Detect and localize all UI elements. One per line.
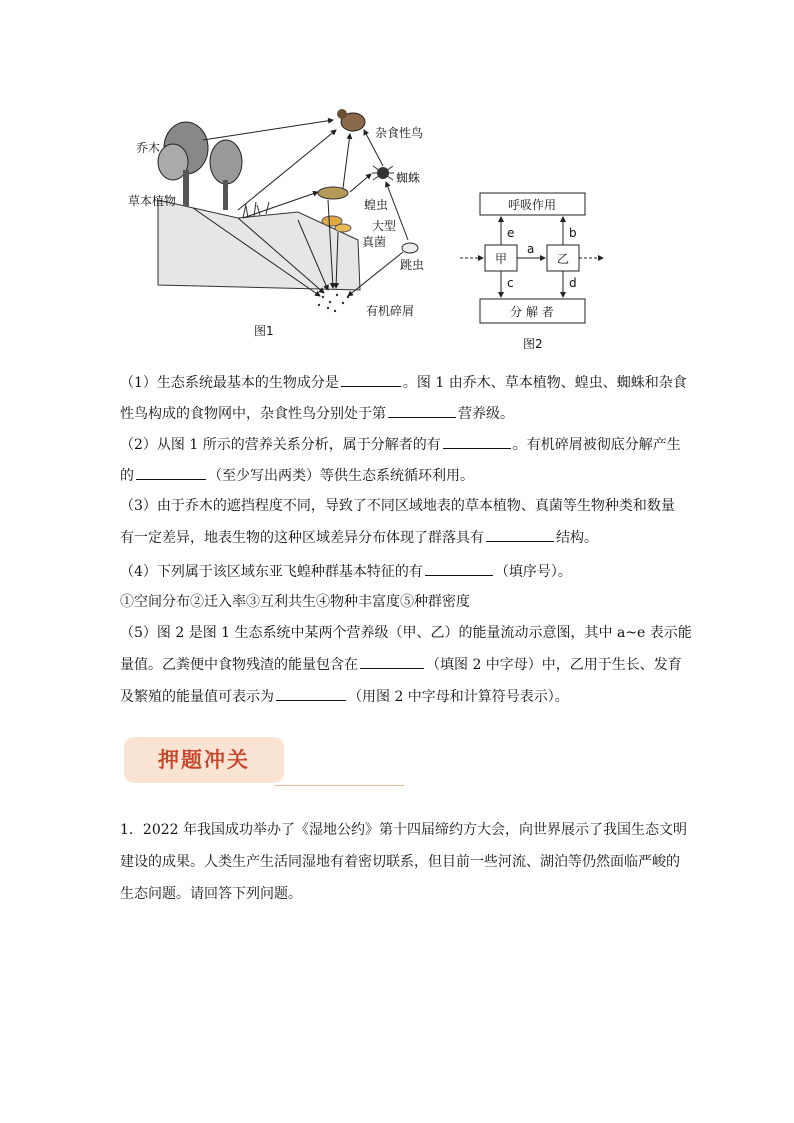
question-5-line-3 xyxy=(120,686,569,707)
arrow-d-label: d xyxy=(569,276,577,290)
arrow-c-label: c xyxy=(507,276,514,290)
section-banner xyxy=(124,737,284,787)
question-3-line-2 xyxy=(120,527,598,548)
decomposer-label: 分 解 者 xyxy=(510,305,554,319)
q4-text-a: （4）下列属于该区域东亚飞蝗种群基本特征的有 xyxy=(120,564,423,580)
question-4-options xyxy=(120,592,470,612)
q5-text-a: （5）图 2 是图 1 生态系统中某两个营养级（甲、乙）的能量流动示意图，其中 a~e 表示能 xyxy=(120,625,692,641)
label-herb: 草本植物 xyxy=(128,194,177,208)
question-4-line-1 xyxy=(120,561,572,582)
answer-blank[interactable] xyxy=(443,434,511,449)
problem-1-text-b: 建设的成果。人类生产生活同湿地有着密切联系，但目前一些河流、湖泊等仍然面临严峻的 xyxy=(120,854,680,870)
springtail-icon xyxy=(402,243,418,253)
node-jia-label: 甲 xyxy=(494,252,508,266)
answer-blank[interactable] xyxy=(425,561,493,576)
q1-text-c: 性鸟构成的食物网中，杂食性鸟分别处于第 xyxy=(120,406,386,422)
locust-icon xyxy=(318,187,348,199)
section-banner-title: 押题冲关 xyxy=(158,748,250,772)
answer-blank[interactable] xyxy=(136,465,206,480)
problem-1-line-1 xyxy=(120,820,687,840)
question-1-line-2 xyxy=(120,403,514,424)
answer-blank[interactable] xyxy=(360,654,424,669)
respiration-label: 呼吸作用 xyxy=(507,198,557,212)
q5-text-d: 及繁殖的能量值可表示为 xyxy=(120,689,274,705)
question-1-line-1 xyxy=(120,372,687,393)
section-banner-underline xyxy=(274,785,404,786)
node-yi-label: 乙 xyxy=(556,252,570,266)
problem-1-line-2 xyxy=(120,852,680,872)
q4-text-b: （填序号）。 xyxy=(494,564,572,580)
q5-text-b: 量值。乙粪便中食物残渣的能量包含在 xyxy=(120,657,358,673)
q1-text-a: （1）生态系统最基本的生物成分是 xyxy=(120,375,339,391)
detritus-dots xyxy=(318,294,349,312)
figure-1-food-web xyxy=(128,100,428,350)
problem-1-text-a: 1．2022 年我国成功举办了《湿地公约》第十四届缔约方大会，向世界展示了我国生态文明 xyxy=(120,822,687,838)
q1-text-d: 营养级。 xyxy=(458,406,514,422)
figure-2-energy-flow xyxy=(455,185,615,355)
q4-options-text: ①空间分布②迁入率③互利共生④物种丰富度⑤种群密度 xyxy=(120,594,470,610)
question-2-line-1 xyxy=(120,434,681,455)
energy-arrows xyxy=(460,217,603,297)
arrow-b-label: b xyxy=(569,226,577,240)
q2-text-c: 的 xyxy=(120,468,134,484)
label-bird: 杂食性鸟 xyxy=(375,126,424,140)
q3-text-c: 结构。 xyxy=(556,530,598,546)
label-springtail: 跳虫 xyxy=(400,258,425,272)
label-spider: 蜘蛛 xyxy=(396,171,421,185)
q2-text-b: 。有机碎屑被彻底分解产生 xyxy=(512,437,681,453)
q3-text-a: （3）由于乔木的遮挡程度不同，导致了不同区域地表的草本植物、真菌等生物种类和数量 xyxy=(120,498,675,514)
problem-1-line-3 xyxy=(120,884,302,904)
question-5-line-2 xyxy=(120,654,682,675)
q5-text-c: （填图 2 中字母）中，乙用于生长、发育 xyxy=(426,657,682,673)
arrow-a-label: a xyxy=(527,242,535,256)
bird-icon xyxy=(337,109,365,131)
problem-1-text-c: 生态问题。请回答下列问题。 xyxy=(120,886,302,902)
label-tree: 乔木 xyxy=(136,141,161,155)
figure-2-caption: 图2 xyxy=(523,337,543,351)
label-detritus: 有机碎屑 xyxy=(366,304,415,318)
figure-1-caption: 图1 xyxy=(254,324,274,338)
answer-blank[interactable] xyxy=(486,527,554,542)
spider-icon xyxy=(372,166,394,180)
q3-text-b: 有一定差异，地表生物的这种区域差异分布体现了群落具有 xyxy=(120,530,484,546)
q5-text-e: （用图 2 中字母和计算符号表示）。 xyxy=(348,689,569,705)
question-5-line-1 xyxy=(120,623,692,643)
label-fungus-1: 大型 xyxy=(372,219,397,233)
answer-blank[interactable] xyxy=(341,372,401,387)
label-fungus-2: 真菌 xyxy=(362,235,387,249)
label-locust: 蝗虫 xyxy=(364,198,389,212)
arrow-e-label: e xyxy=(507,226,515,240)
answer-blank[interactable] xyxy=(388,403,456,418)
answer-blank[interactable] xyxy=(276,686,346,701)
question-3-line-1 xyxy=(120,496,675,516)
question-2-line-2 xyxy=(120,465,474,486)
q2-text-a: （2）从图 1 所示的营养关系分析，属于分解者的有 xyxy=(120,437,441,453)
ground-slope xyxy=(158,200,360,290)
q1-text-b: 。图 1 由乔木、草本植物、蝗虫、蜘蛛和杂食 xyxy=(402,375,687,391)
q2-text-d: （至少写出两类）等供生态系统循环利用。 xyxy=(208,468,474,484)
